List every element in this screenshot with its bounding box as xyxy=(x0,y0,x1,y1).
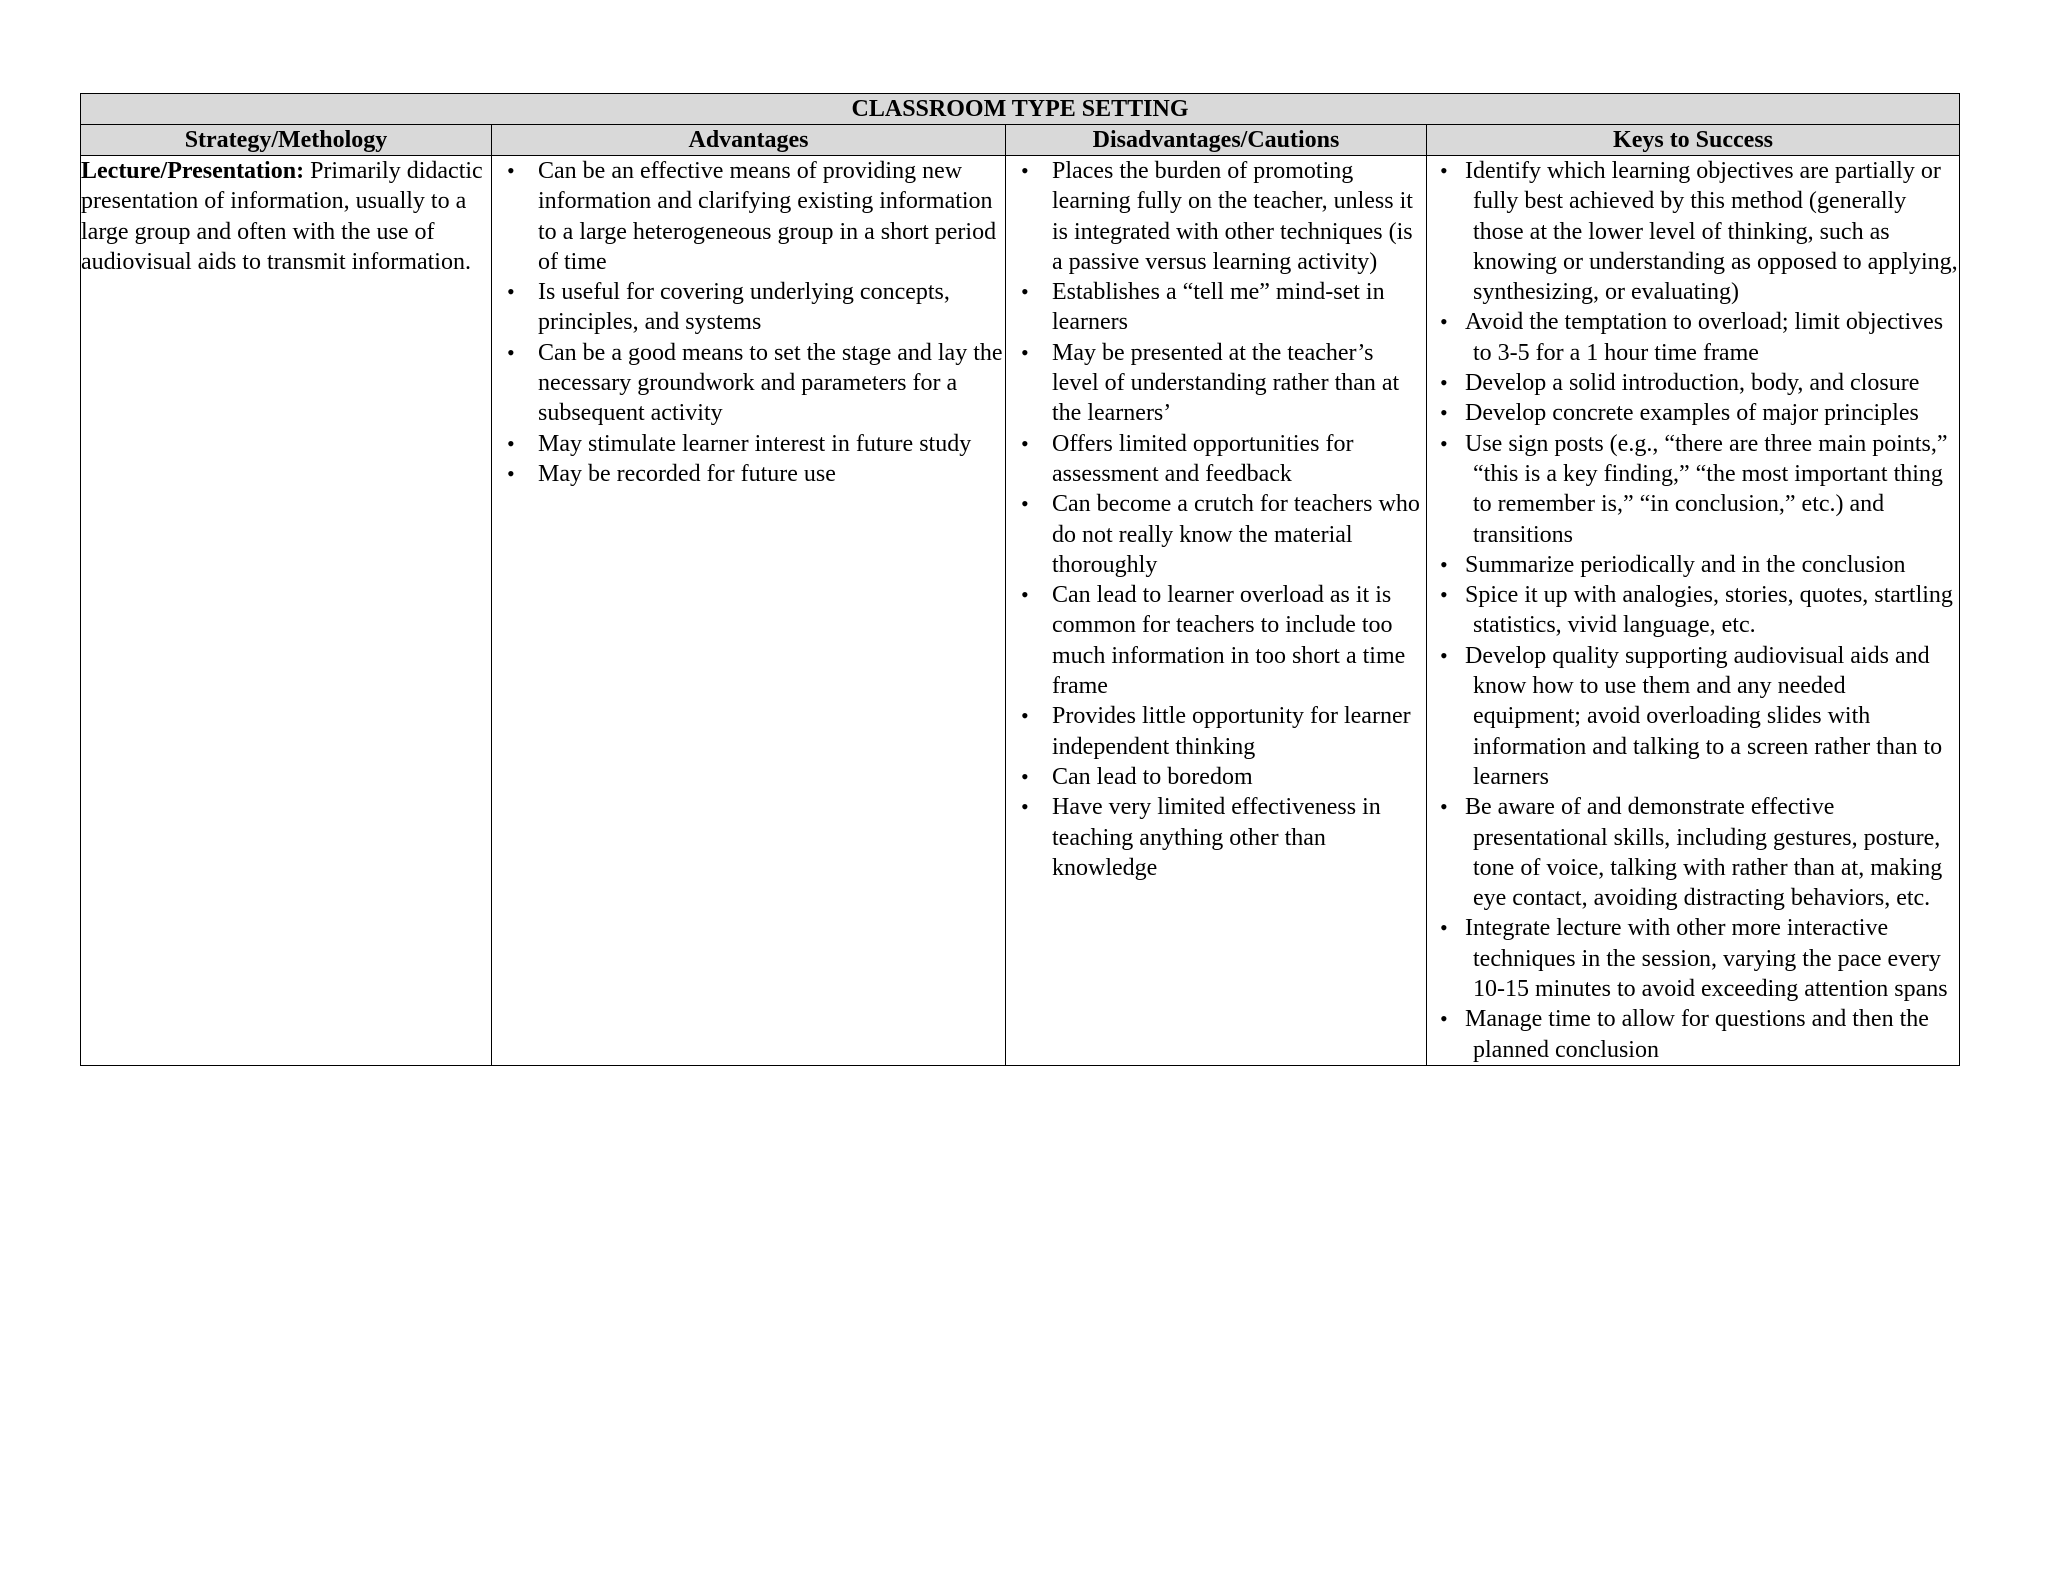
list-item: • Integrate lecture with other more interactive techniques in the session, varying the pace every 10-15 minutes to avoid exceeding attention spans xyxy=(1427,913,1959,1004)
list-item: • Have very limited effectiveness in teaching anything other than knowledge xyxy=(1006,792,1426,883)
strategy-description: Primarily didactic presentation of information, usually to a large group and often with the use of audiovisual aids to transmit information. xyxy=(81,158,483,275)
list-item: • Develop a solid introduction, body, and closure xyxy=(1427,368,1959,398)
table-row xyxy=(81,156,1960,1066)
table-title: CLASSROOM TYPE SETTING xyxy=(81,94,1960,125)
list-item: • Establishes a “tell me” mind-set in learners xyxy=(1006,277,1426,338)
keys-list xyxy=(1427,156,1959,1065)
list-item: • Develop quality supporting audiovisual aids and know how to use them and any needed equipment; avoid overloading slides with information and talking to a screen rather than to learners xyxy=(1427,641,1959,792)
list-item: • Provides little opportunity for learner independent thinking xyxy=(1006,701,1426,762)
disadvantages-cell xyxy=(1006,156,1427,1066)
list-item: • May be recorded for future use xyxy=(492,459,1005,489)
list-item: • Can be a good means to set the stage and lay the necessary groundwork and parameters for a subsequent activity xyxy=(492,338,1005,429)
disadvantages-list xyxy=(1006,156,1426,883)
list-item: • Places the burden of promoting learning fully on the teacher, unless it is integrated with other techniques (is a passive versus learning activity) xyxy=(1006,156,1426,277)
list-item: • Can lead to learner overload as it is common for teachers to include too much information in too short a time frame xyxy=(1006,580,1426,701)
list-item: • Be aware of and demonstrate effective presentational skills, including gestures, posture, tone of voice, talking with rather than at, making eye contact, avoiding distracting behaviors, etc. xyxy=(1427,792,1959,913)
classroom-setting-table xyxy=(80,93,1960,1066)
keys-cell xyxy=(1427,156,1960,1066)
advantages-list xyxy=(492,156,1005,489)
list-item: • Is useful for covering underlying concepts, principles, and systems xyxy=(492,277,1005,338)
document-page xyxy=(80,93,1959,1066)
list-item: • May be presented at the teacher’s level of understanding rather than at the learners’ xyxy=(1006,338,1426,429)
strategy-name: Lecture/Presentation: xyxy=(81,158,305,184)
list-item: • Use sign posts (e.g., “there are three main points,” “this is a key finding,” “the most important thing to remember is,” “in conclusion,” etc.) and transitions xyxy=(1427,429,1959,550)
list-item: • Can be an effective means of providing new information and clarifying existing information to a large heterogeneous group in a short period of time xyxy=(492,156,1005,277)
list-item: • May stimulate learner interest in future study xyxy=(492,429,1005,459)
list-item: • Spice it up with analogies, stories, quotes, startling statistics, vivid language, etc. xyxy=(1427,580,1959,641)
header-strategy: Strategy/Methology xyxy=(81,125,492,156)
list-item: • Identify which learning objectives are partially or fully best achieved by this method (generally those at the lower level of thinking, such as knowing or understanding as opposed to applying, synthesizing, or evaluating) xyxy=(1427,156,1959,307)
strategy-cell xyxy=(81,156,492,1066)
list-item: • Offers limited opportunities for assessment and feedback xyxy=(1006,429,1426,490)
header-disadvantages: Disadvantages/Cautions xyxy=(1006,125,1427,156)
list-item: • Manage time to allow for questions and then the planned conclusion xyxy=(1427,1004,1959,1065)
list-item: • Summarize periodically and in the conclusion xyxy=(1427,550,1959,580)
list-item: • Can become a crutch for teachers who do not really know the material thoroughly xyxy=(1006,489,1426,580)
advantages-cell xyxy=(492,156,1006,1066)
header-row xyxy=(81,125,1960,156)
header-advantages: Advantages xyxy=(492,125,1006,156)
list-item: • Can lead to boredom xyxy=(1006,762,1426,792)
list-item: • Develop concrete examples of major principles xyxy=(1427,398,1959,428)
list-item: • Avoid the temptation to overload; limit objectives to 3-5 for a 1 hour time frame xyxy=(1427,307,1959,368)
header-keys: Keys to Success xyxy=(1427,125,1960,156)
